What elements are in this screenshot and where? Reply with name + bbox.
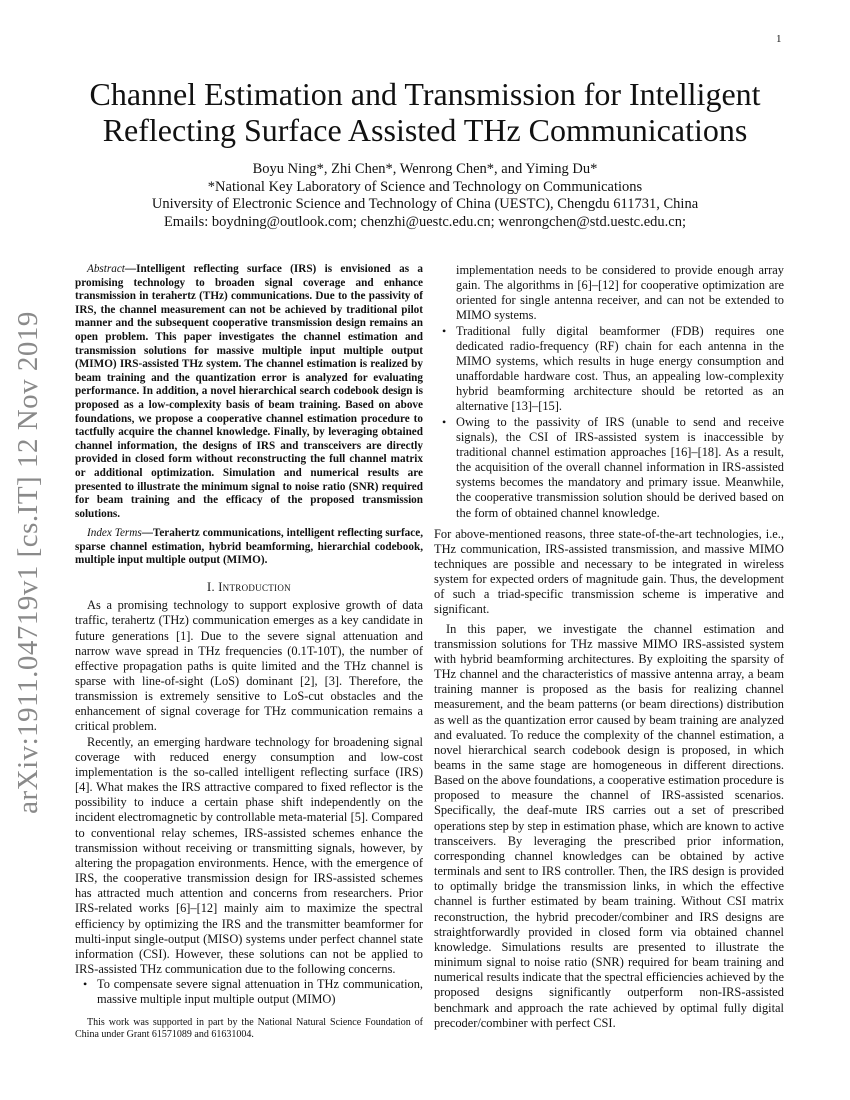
intro-paragraph-3: For above-mentioned reasons, three state-of-the-art technologies, i.e., THz communication, IRS-assisted transmission, and massive MIMO techniques are possible and necessary to be integrated in wireless system for expected orders of magnitude gain. Thus, the development of such a triad-specific transmission scheme is imperative and significant. <box>434 526 784 617</box>
index-terms-label: Index Terms <box>87 527 142 540</box>
concern-item-2: • Traditional fully digital beamformer (FDB) requires one dedicated radio-frequency (RF) chain for each antenna in the MIMO systems, which results in huge energy consumption and unaffordable hardware cost. Thus, an appealing low-complexity hybrid beamforming architecture should be retorted as an alternative [13]–[15]. <box>456 324 784 415</box>
index-terms-text: —Terahertz communications, intelligent reflecting surface, sparse channel estimation, hybrid beamforming, hierarchial codebook, multiple input multiple output (MIMO). <box>75 527 423 567</box>
index-terms <box>75 527 423 568</box>
affiliation-university: University of Electronic Science and Technology of China (UESTC), Chengdu 611731, China <box>151 196 699 212</box>
right-column <box>434 263 784 1031</box>
intro-paragraph-2: Recently, an emerging hardware technology for broadening signal coverage with reduced energy consumption and low-cost implementation is the so-called intelligent reflecting surface (IRS) [4]. What makes the IRS attractive compared to fixed reflector is the possibility to induce a certain phase shift independently on the incident electromagnetic by controllable meta-material [5]. Compared to conventional relay schemes, IRS-assisted schemes enhance the transmission without receiving or transmitting signals, however, by altering the propagation environments. Hence, with the emergence of IRS, the cooperative transmission design for IRS-assisted schemes has attracted much attention and concerns from researchers. Prior IRS-related works [6]–[12] mainly aim to maximize the spectral efficiency by optimizing the IRS and the transmitter beamformer for multi-input single-output (MISO) systems under perfect channel state information (CSI). However, these solutions can not be applied to IRS-assisted THz communication due to the following concerns. <box>75 734 423 976</box>
intro-paragraph-1: As a promising technology to support explosive growth of data traffic, terahertz (THz) communication emerges as a key candidate in future generations [1]. Due to the severe signal attenuation and narrow wave spread in THz frequencies (0.1T-10T), the number of effective propagation paths is quite limited and the THz channel is sparse with line-of-sight (LoS) dominant [2], [3]. Therefore, the transmission is extremely sensitive to LoS-cut obstacles and the enhancement of signal coverage for THz communication remains a critical problem. <box>75 598 423 734</box>
section-heading-introduction: I. Introduction <box>207 580 291 595</box>
page-number: 1 <box>776 33 782 45</box>
abstract-label: Abstract <box>87 263 125 275</box>
arxiv-identifier: arXiv:1911.04719v1 [cs.IT] 12 Nov 2019 <box>11 310 44 814</box>
concern-item-1-continued: implementation needs to be considered to provide enough array gain. The algorithms in [6]–[12] for cooperative optimization are oriented for single antenna receiver, and can not be extended to MIMO systems. <box>456 263 784 323</box>
concerns-list <box>75 977 423 1007</box>
intro-paragraph-4: In this paper, we investigate the channel estimation and transmission solutions for THz massive MIMO IRS-assisted system with hybrid beamforming architectures. By exploiting the sparsity of THz channel and the characteristics of massive antenna array, a beam training manner is proposed as the basis for realizing channel measurement, and the beam patterns (or beam directions) distribution as well as the quantization error caused by beam training are analyzed and evaluated. To reduce the complexity of the channel estimation, a novel hierarchical search codebook design is proposed, in which beams in the same stage are homogeneous in different directions. Based on the above foundations, a cooperative estimation procedure is proposed to measure the channel of IRS-assisted scenarios. Specifically, the deaf-mute IRS carries out a set of prescribed operations step by step in estimation phase, which are known to active transceivers. By leveraging the prescribed prior information, corresponding channel knowledges can be obtained by active terminals and sent to IRS controller. Then, the IRS design is provided to optimally bridge the transmission links, in which the effective channel is further estimated by beam training. Without CSI matrix reconstruction, the hybrid precoder/combiner and IRS designs are straightforwardly provided in closed form via obtained channel knowledge. Simulations results are presented to illustrate the minimum signal to noise ratio (SNR) required for beam training and numerical results indicate that the spectral efficiencies achieved by the proposed designs significantly outperform non-IRS-assisted benchmark and approach the rate achieved by optimal fully digital precoder/combiner with perfect CSI. <box>434 621 784 1030</box>
author-emails: Emails: boydning@outlook.com; chenzhi@uestc.edu.cn; wenrongchen@std.uestc.edu.cn; <box>163 213 687 230</box>
abstract <box>75 263 423 521</box>
left-column <box>75 263 423 1007</box>
concern-item-3: • Owing to the passivity of IRS (unable to send and receive signals), the CSI of IRS-assisted system is inaccessible by traditional channel estimation approaches [16]–[18]. As a result, the acquisition of the overall channel information in IRS-assisted systems becomes the mandatory and primary issue. Meanwhile, the cooperative transmission solution should be derived based on the form of obtained channel knowledge. <box>456 415 784 521</box>
concern-item-1-start: • To compensate severe signal attenuation in THz communication, massive multiple input multiple output (MIMO) <box>97 977 423 1007</box>
author-list: Boyu Ning*, Zhi Chen*, Wenrong Chen*, and Yiming Du* <box>252 161 598 177</box>
affiliation-lab: *National Key Laboratory of Science and Technology on Communications <box>207 178 643 195</box>
funding-footnote: This work was supported in part by the National Natural Science Foundation of China under Grant 61571089 and 61631004. <box>75 1017 423 1040</box>
paper-title: Channel Estimation and Transmission for Intelligent Reflecting Surface Assisted THz Communications <box>89 76 761 148</box>
author-block <box>40 161 810 231</box>
arxiv-stamp <box>8 262 48 862</box>
concerns-list-continued <box>434 324 784 521</box>
abstract-text: —Intelligent reflecting surface (IRS) is envisioned as a promising technology to broaden signal coverage and enhance transmission in terahertz (THz) communications. Due to the passivity of IRS, the channel measurement can not be achieved by traditional pilot manner and the subsequent cooperative transmission design remains an open problem. This paper investigates the channel estimation and transmission solutions for massive multiple input multiple output (MIMO) IRS-assisted THz system. The channel estimation is realized by beam training and the quantization error is analyzed for evaluating performance. In addition, a novel hierarchical search codebook design is proposed as a low-complexity basis of beam training. Based on above foundations, we propose a cooperative channel estimation procedure to tactfully acquire the channel knowledge. Finally, by leveraging obtained channel information, the designs of IRS and transceivers are directly provided in closed form without reconstructing the full channel matrix or additional optimization. Simulation and numerical results are presented to illustrate the minimum signal to noise ratio (SNR) required for beam training and the efficacy of the proposed transmission solutions. <box>75 263 423 520</box>
